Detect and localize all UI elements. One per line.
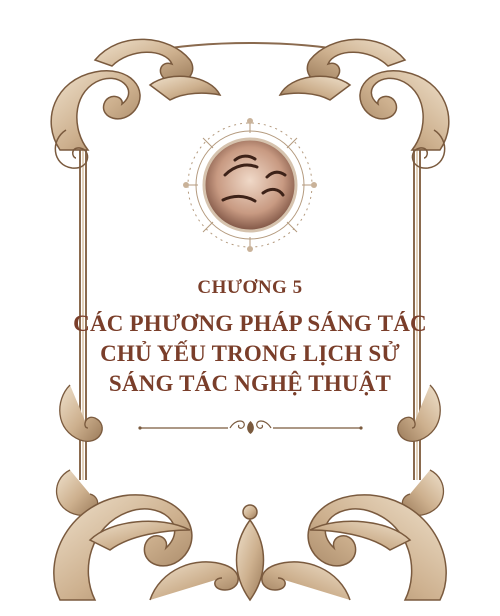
chapter-title-line-3: SÁNG TÁC NGHỆ THUẬT	[108, 371, 392, 396]
medallion-hands-image	[175, 115, 325, 255]
medallion-photo	[204, 139, 296, 231]
chapter-title-line-1: CÁC PHƯƠNG PHÁP SÁNG TÁC	[73, 311, 427, 336]
title-divider-flourish	[138, 416, 363, 436]
chapter-title-block	[70, 277, 430, 399]
chapter-title-line-2: CHỦ YẾU TRONG LỊCH SỬ	[100, 341, 400, 366]
chapter-label: CHƯƠNG 5	[197, 277, 303, 298]
bottom-center-finial	[237, 505, 264, 600]
